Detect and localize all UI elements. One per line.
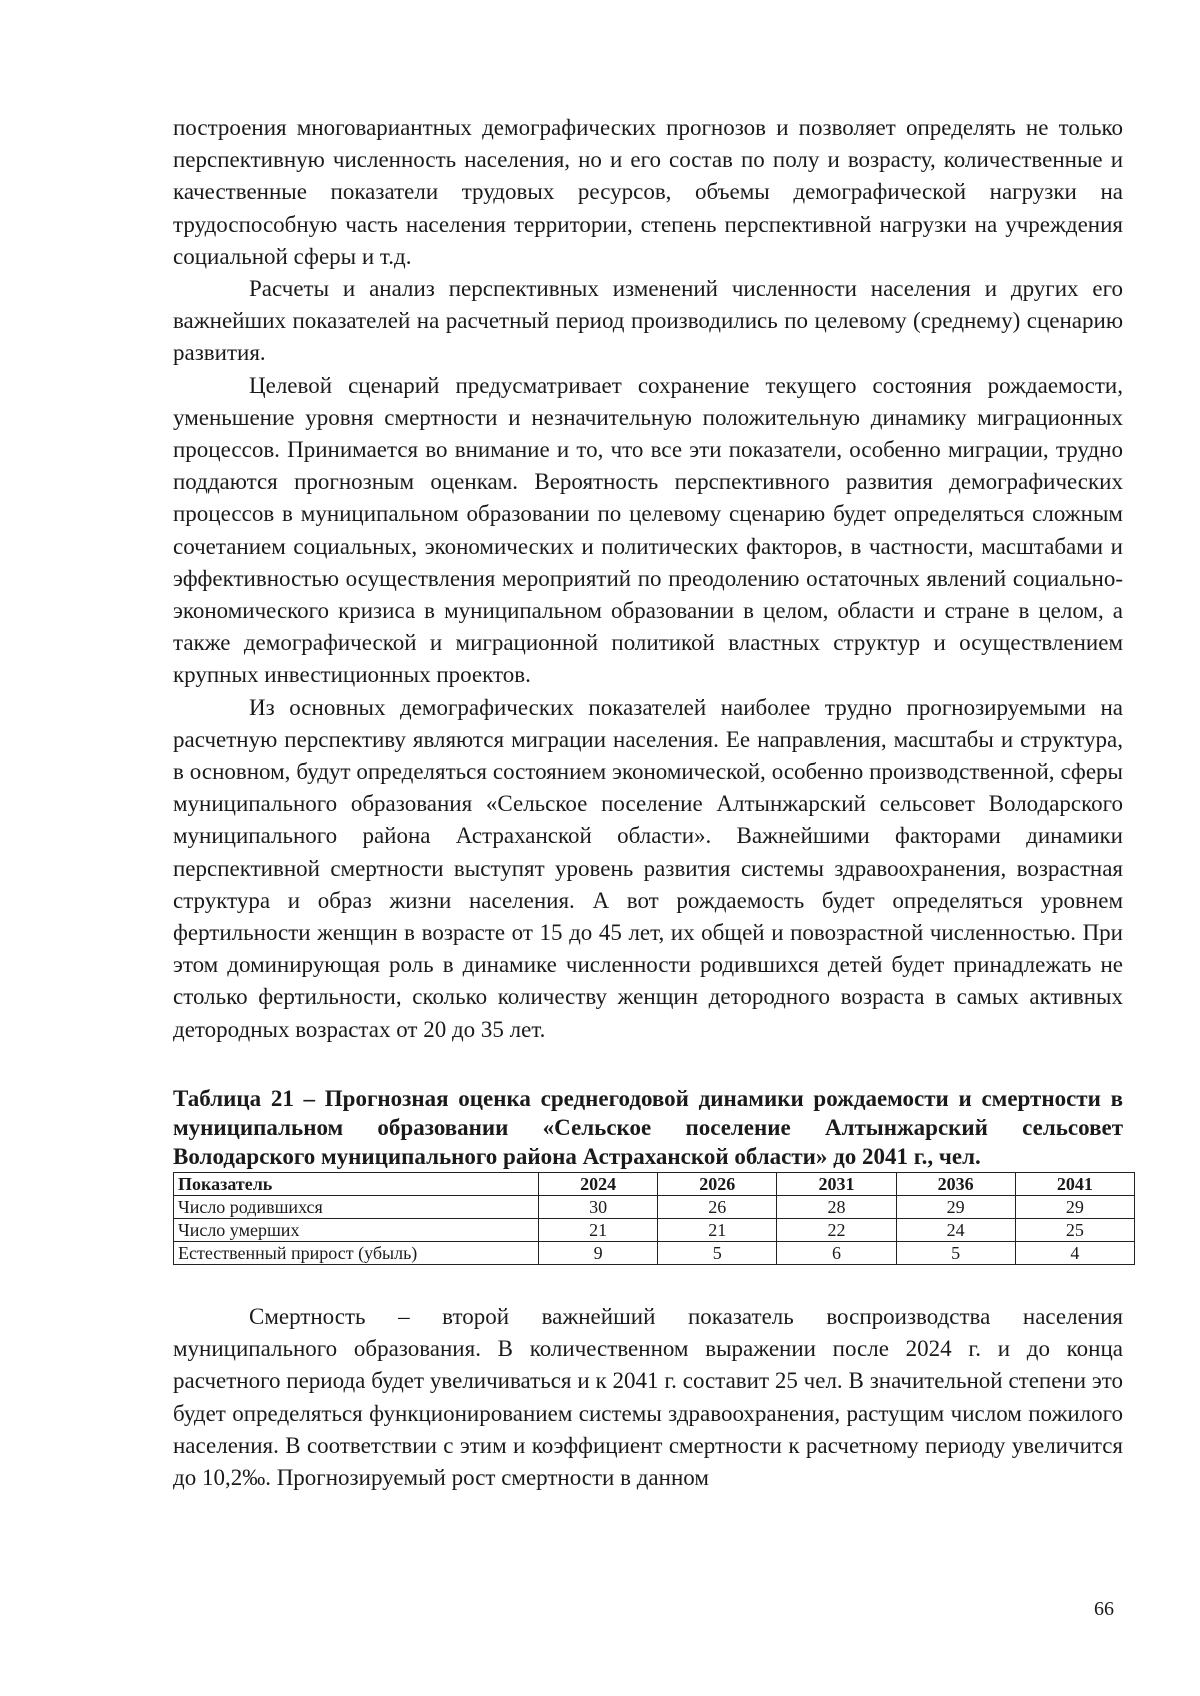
table-row [174, 1241, 1135, 1264]
table-header-row [174, 1172, 1135, 1195]
table-row [174, 1195, 1135, 1218]
row-label: Число родившихся [174, 1195, 539, 1218]
column-header-indicator: Показатель [174, 1172, 539, 1195]
column-header-year: 2026 [658, 1172, 777, 1195]
page-content [173, 112, 1123, 1494]
paragraph-migration-factors: Из основных демографических показателей наиболее трудно прогнозируемыми на расчетную перспективу являются миграции населения. Ее направления, масштабы и структура, в основном, будут определяться состоянием экономической, особенно производственной, сферы муниципального образования «Сельское поселение Алтынжарский сельсовет Володарского муниципального района Астраханской области». Важнейшими факторами динамики перспективной смертности выступят уровень развития системы здравоохранения, возрастная структура и образ жизни населения. А вот рождаемость будет определяться уровнем фертильности женщин в возрасте от 15 до 45 лет, их общей и повозрастной численностью. При этом доминирующая роль в динамике численности родившихся детей будет принадлежать не столько фертильности, сколько количеству женщин детородного возраста в самых активных детородных возрастах от 20 до 35 лет. [173, 694, 1123, 1042]
paragraph-target-scenario: Целевой сценарий предусматривает сохранение текущего состояния рождаемости, уменьшение уровня смертности и незначительную положительную динамику миграционных процессов. Принимается во внимание и то, что все эти показатели, особенно миграции, трудно поддаются прогнозным оценкам. Вероятность перспективного развития демографических процессов в муниципальном образовании по целевому сценарию будет определяться сложным сочетанием социальных, экономических и политических факторов, в частности, масштабами и эффективностью осуществления мероприятий по преодолению остаточных явлений социально-экономического кризиса в муниципальном образовании в целом, области и стране в целом, а также демографической и миграционной политикой властных структур и осуществлением крупных инвестиционных проектов. [173, 372, 1123, 688]
table-cell: 28 [777, 1195, 896, 1218]
table-cell: 21 [658, 1218, 777, 1241]
table-cell: 4 [1015, 1241, 1134, 1264]
table-cell: 24 [896, 1218, 1015, 1241]
column-header-year: 2036 [896, 1172, 1015, 1195]
column-header-year: 2041 [1015, 1172, 1134, 1195]
table-cell: 26 [658, 1195, 777, 1218]
table-cell: 5 [896, 1241, 1015, 1264]
forecast-table [173, 1172, 1135, 1265]
table-cell: 25 [1015, 1218, 1134, 1241]
paragraph-continuation: построения многовариантных демографических прогнозов и позволяет определять не только перспективную численность населения, но и его состав по полу и возрасту, количественные и качественные показатели трудовых ресурсов, объемы демографической нагрузки на трудоспособную часть населения территории, степень перспективной нагрузки на учреждения социальной сферы и т.д. [173, 115, 1123, 269]
table-cell: 29 [1015, 1195, 1134, 1218]
paragraph-calculations: Расчеты и анализ перспективных изменений численности населения и других его важнейших показателей на расчетный период производились по целевому (среднему) сценарию развития. [173, 276, 1123, 366]
table-cell: 21 [539, 1218, 658, 1241]
column-header-year: 2031 [777, 1172, 896, 1195]
row-label: Естественный прирост (убыль) [174, 1241, 539, 1264]
paragraph-mortality: Смертность – второй важнейший показатель воспроизводства населения муниципального образования. В количественном выражении после 2024 г. и до конца расчетного периода будет увеличиваться и к 2041 г. составит 25 чел. В значительной степени это будет определяться функционированием системы здравоохранения, растущим числом пожилого населения. В соответствии с этим и коэффициент смертности к расчетному периоду увеличится до 10,2‰. Прогнозируемый рост смертности в данном [173, 1303, 1123, 1490]
table-caption: Таблица 21 – Прогнозная оценка среднегодовой динамики рождаемости и смертности в муниципальном образовании «Сельское поселение Алтынжарский сельсовет Володарского муниципального района Астраханской области» до 2041 г., чел. [173, 1085, 1123, 1169]
row-label: Число умерших [174, 1218, 539, 1241]
page-number: 66 [1094, 1598, 1114, 1620]
table-cell: 29 [896, 1195, 1015, 1218]
table-cell: 6 [777, 1241, 896, 1264]
table-row [174, 1218, 1135, 1241]
table-cell: 9 [539, 1241, 658, 1264]
column-header-year: 2024 [539, 1172, 658, 1195]
table-cell: 5 [658, 1241, 777, 1264]
table-cell: 30 [539, 1195, 658, 1218]
table-cell: 22 [777, 1218, 896, 1241]
